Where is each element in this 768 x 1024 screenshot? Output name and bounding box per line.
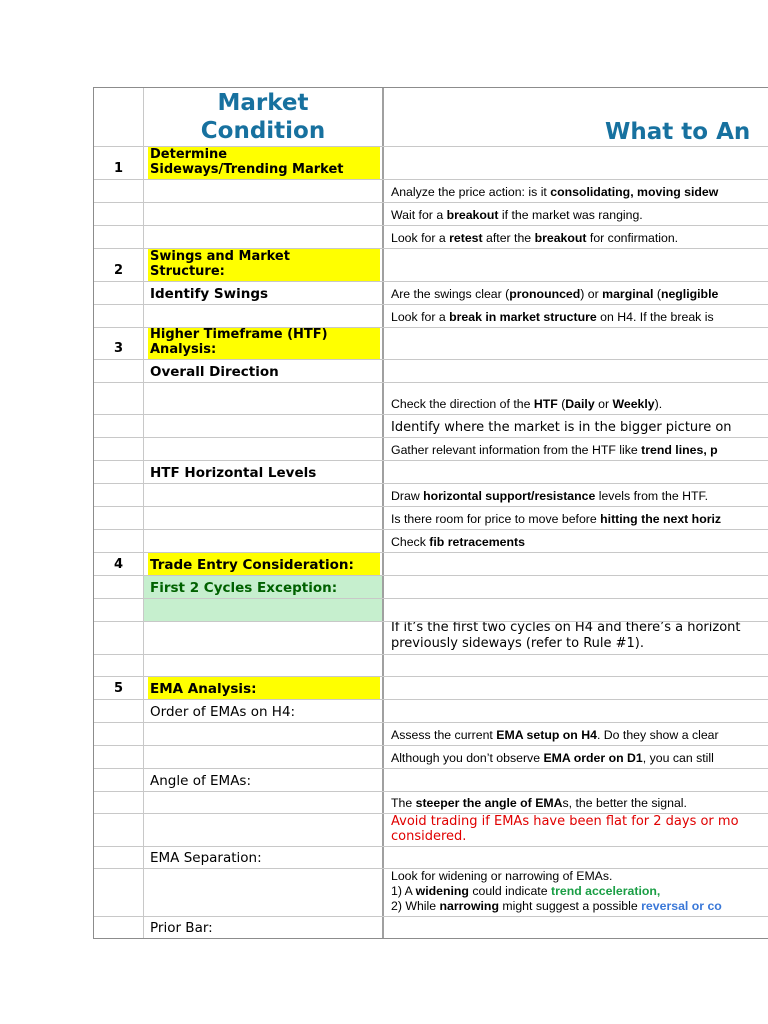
table-row <box>94 180 768 203</box>
table-row <box>94 282 768 305</box>
analysis-cell[interactable]: The steeper the angle of EMAs, the better the signal. <box>391 796 687 810</box>
analysis-cell[interactable]: Although you don’t observe EMA order on D1, you can still <box>391 751 714 765</box>
analysis-cell[interactable]: Is there room for price to move before hitting the next horiz <box>391 512 722 526</box>
table-row <box>94 328 768 360</box>
table-row <box>94 792 768 814</box>
table-row <box>94 249 768 282</box>
table-row <box>94 203 768 226</box>
table-row <box>94 415 768 438</box>
highlight-fill: EMA Analysis: <box>148 677 380 699</box>
highlight-fill: Higher Timeframe (HTF) Analysis: <box>148 328 380 359</box>
table-row <box>94 599 768 622</box>
analysis-cell[interactable]: Identify where the market is in the bigger picture on <box>391 420 732 435</box>
analysis-cell[interactable] <box>384 553 768 575</box>
analysis-cell[interactable]: Analyze the price action: is it consolidating, moving sidew <box>391 185 719 199</box>
analysis-cell[interactable] <box>384 847 768 868</box>
table-row <box>94 147 768 180</box>
category-cell[interactable] <box>144 677 384 699</box>
analysis-cell[interactable]: Look for widening or narrowing of EMAs. 1) A widening could indicate trend acceleration, 2) While narrowing might suggest a possible reversal or co <box>391 869 722 913</box>
header-number-cell[interactable] <box>94 88 144 146</box>
subcategory-cell[interactable]: Prior Bar: <box>144 917 384 938</box>
table-row <box>94 655 768 677</box>
category-cell[interactable] <box>144 249 384 281</box>
highlight-fill: Trade Entry Consideration: <box>148 553 380 575</box>
analysis-cell[interactable] <box>384 677 768 699</box>
category-cell[interactable] <box>144 553 384 575</box>
highlight-fill: Swings and Market Structure: <box>148 249 380 281</box>
subcategory-cell[interactable] <box>144 599 384 621</box>
table-row <box>94 622 768 655</box>
table-row <box>94 553 768 576</box>
subcategory-cell[interactable]: HTF Horizontal Levels <box>144 461 384 483</box>
table-row <box>94 723 768 746</box>
row-number-cell[interactable]: 3 <box>94 328 144 359</box>
row-number-cell[interactable]: 5 <box>94 677 144 699</box>
analysis-cell[interactable]: Check fib retracements <box>391 535 525 549</box>
row-number-cell[interactable]: 2 <box>94 249 144 281</box>
table-row <box>94 677 768 700</box>
table-row <box>94 769 768 792</box>
row-number-cell[interactable]: 4 <box>94 553 144 575</box>
analysis-cell[interactable] <box>384 461 768 483</box>
subcategory-cell[interactable]: Overall Direction <box>144 360 384 382</box>
table-row <box>94 530 768 553</box>
highlight-fill: Determine Sideways/Trending Market <box>148 147 380 179</box>
analysis-cell[interactable]: If it’s the first two cycles on H4 and there’s a horizont previously sideways (refer to Rule #1). <box>391 622 741 651</box>
header-what-to-analyze-cell[interactable] <box>384 88 768 146</box>
table-row <box>94 869 768 917</box>
subcategory-cell[interactable]: Angle of EMAs: <box>144 769 384 791</box>
table-row <box>94 814 768 847</box>
analysis-cell[interactable] <box>384 700 768 722</box>
analysis-cell[interactable] <box>384 576 768 598</box>
table-row <box>94 461 768 484</box>
subcategory-cell[interactable]: EMA Separation: <box>144 847 384 868</box>
header-row <box>94 88 768 147</box>
analysis-cell[interactable] <box>384 147 768 179</box>
analysis-cell[interactable] <box>384 769 768 791</box>
table-row <box>94 700 768 723</box>
table-row <box>94 383 768 415</box>
subcategory-cell[interactable] <box>144 576 384 598</box>
analysis-cell[interactable] <box>384 249 768 281</box>
analysis-cell[interactable]: Draw horizontal support/resistance levels from the HTF. <box>391 489 709 503</box>
analysis-cell[interactable]: Look for a retest after the breakout for confirmation. <box>391 231 679 245</box>
table-row <box>94 576 768 599</box>
table-row <box>94 226 768 249</box>
green-fill <box>144 599 382 621</box>
analysis-cell[interactable] <box>384 599 768 621</box>
spreadsheet-table <box>93 87 768 939</box>
table-row <box>94 360 768 383</box>
table-row <box>94 917 768 939</box>
green-fill: First 2 Cycles Exception: <box>144 576 382 598</box>
what-to-analyze-heading: What to An <box>605 119 751 145</box>
table-row <box>94 746 768 769</box>
header-market-condition-cell[interactable] <box>144 88 384 146</box>
analysis-cell[interactable] <box>384 360 768 382</box>
category-cell[interactable] <box>144 147 384 179</box>
table-row <box>94 438 768 461</box>
market-condition-heading: Market Condition <box>200 90 326 144</box>
subcategory-cell[interactable]: Order of EMAs on H4: <box>144 700 384 722</box>
table-row <box>94 305 768 328</box>
analysis-cell[interactable]: Wait for a breakout if the market was ranging. <box>391 208 643 222</box>
analysis-cell[interactable] <box>384 814 768 846</box>
analysis-cell[interactable] <box>384 917 768 938</box>
row-number-cell[interactable]: 1 <box>94 147 144 179</box>
analysis-cell[interactable]: Check the direction of the HTF (Daily or Weekly). <box>391 397 663 411</box>
analysis-cell[interactable]: Look for a break in market structure on H4. If the break is <box>391 310 714 324</box>
warning-text: Avoid trading if EMAs have been flat for 2 days or mo considered. <box>391 814 739 844</box>
category-cell[interactable] <box>144 328 384 359</box>
subcategory-cell[interactable]: Identify Swings <box>144 282 384 304</box>
table-row <box>94 507 768 530</box>
table-row <box>94 484 768 507</box>
table-row <box>94 847 768 869</box>
analysis-cell[interactable]: Are the swings clear (pronounced) or marginal (negligible <box>391 287 719 301</box>
analysis-cell[interactable]: Gather relevant information from the HTF like trend lines, p <box>391 443 718 457</box>
analysis-cell[interactable]: Assess the current EMA setup on H4. Do they show a clear <box>391 728 719 742</box>
analysis-cell[interactable] <box>384 328 768 359</box>
